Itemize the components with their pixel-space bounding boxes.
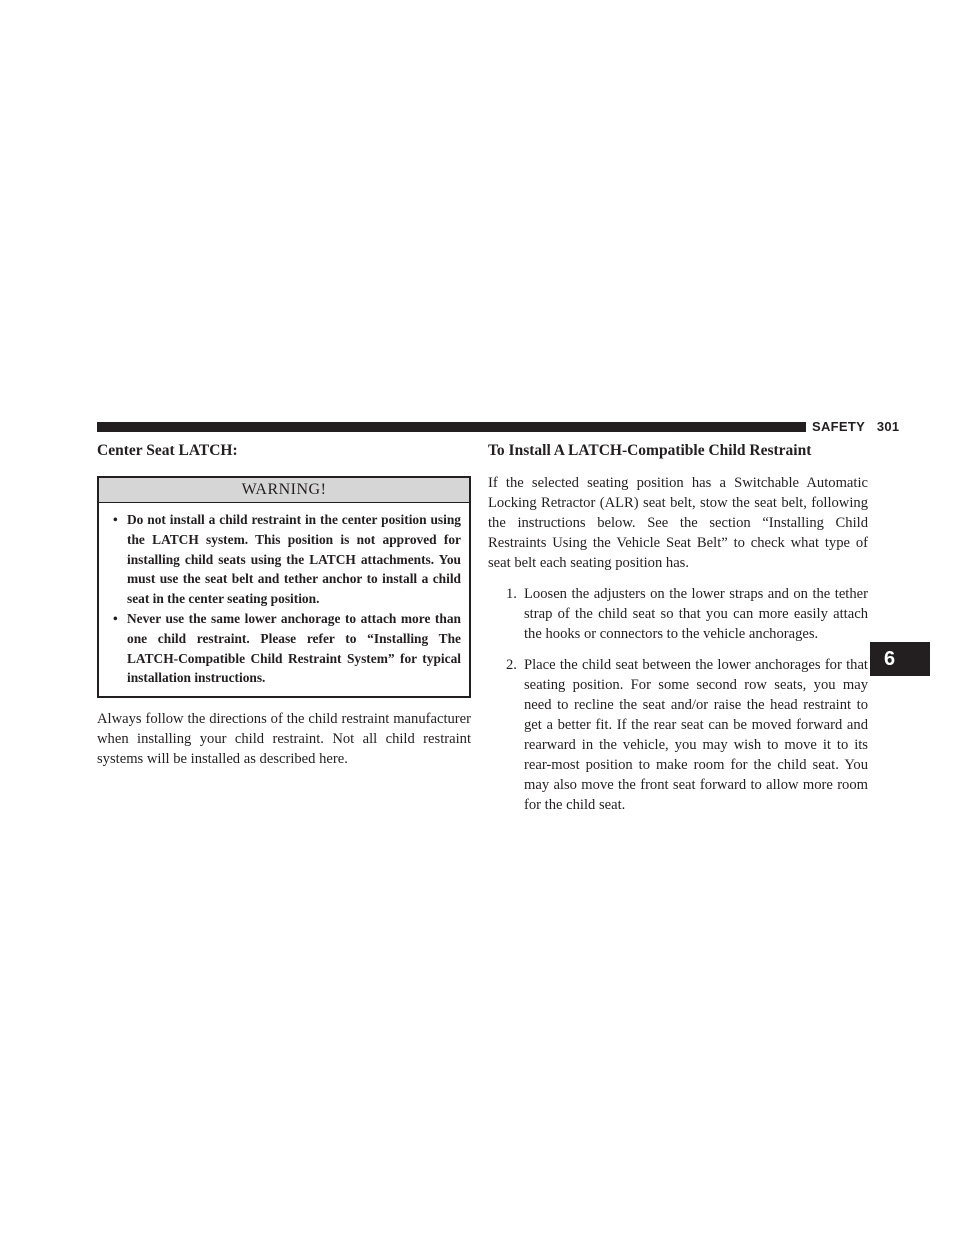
warning-item bbox=[109, 609, 461, 688]
warning-item bbox=[109, 510, 461, 609]
running-header bbox=[806, 418, 936, 436]
section-name: SAFETY bbox=[812, 419, 866, 434]
step-text: Place the child seat between the lower anchorages for that seating position. For some second row seats, you may need to recline the seat and/or raise the head restraint to get a better fit. If the rear seat can be moved forward and rearward in the vehicle, you may wish to move it to its rear-most position to make room for the child seat. You may also move the front seat forward to allow more room for the child seat. bbox=[524, 657, 868, 813]
body-paragraph: Always follow the directions of the child restraint manufacturer when installing your child restraint. Not all child restraint systems will be installed as described here. bbox=[97, 711, 471, 768]
page-number: 301 bbox=[876, 419, 900, 434]
left-column bbox=[97, 440, 471, 769]
bullet-icon: • bbox=[113, 512, 118, 527]
center-seat-heading: Center Seat LATCH: bbox=[97, 442, 238, 459]
warning-list bbox=[99, 503, 469, 696]
warning-box bbox=[97, 476, 471, 698]
step-item bbox=[488, 584, 868, 644]
step-text: Loosen the adjusters on the lower straps and on the tether strap of the child seat so that you can more easily attach the hooks or connectors to the vehicle anchorages. bbox=[524, 586, 868, 642]
header-rule bbox=[97, 422, 895, 432]
warning-item-text: Do not install a child restraint in the center position using the LATCH system. This position is not approved for installing child seats using the LATCH attachments. You must use the seat belt and tether anchor to install a child seat in the center seating position. bbox=[127, 512, 461, 607]
right-column bbox=[488, 440, 868, 815]
step-number: 2. bbox=[506, 657, 517, 673]
step-number: 1. bbox=[506, 586, 517, 602]
steps-list bbox=[488, 584, 868, 815]
body-paragraph: If the selected seating position has a Switchable Automatic Locking Retractor (ALR) seat belt, stow the seat belt, following the instructions below. See the section “Installing Child Restraints Using the Vehicle Seat Belt” to check what type of seat belt each seating position has. bbox=[488, 475, 868, 571]
chapter-tab: 6 bbox=[870, 642, 930, 676]
step-item bbox=[488, 655, 868, 815]
warning-title: WARNING! bbox=[99, 478, 469, 503]
bullet-icon: • bbox=[113, 610, 118, 626]
warning-item-text: Never use the same lower anchorage to attach more than one child restraint. Please refer to “Installing The LATCH-Compatible Child Restraint System” for typical installation instructions. bbox=[127, 610, 461, 686]
install-heading: To Install A LATCH-Compatible Child Restraint bbox=[488, 442, 812, 459]
